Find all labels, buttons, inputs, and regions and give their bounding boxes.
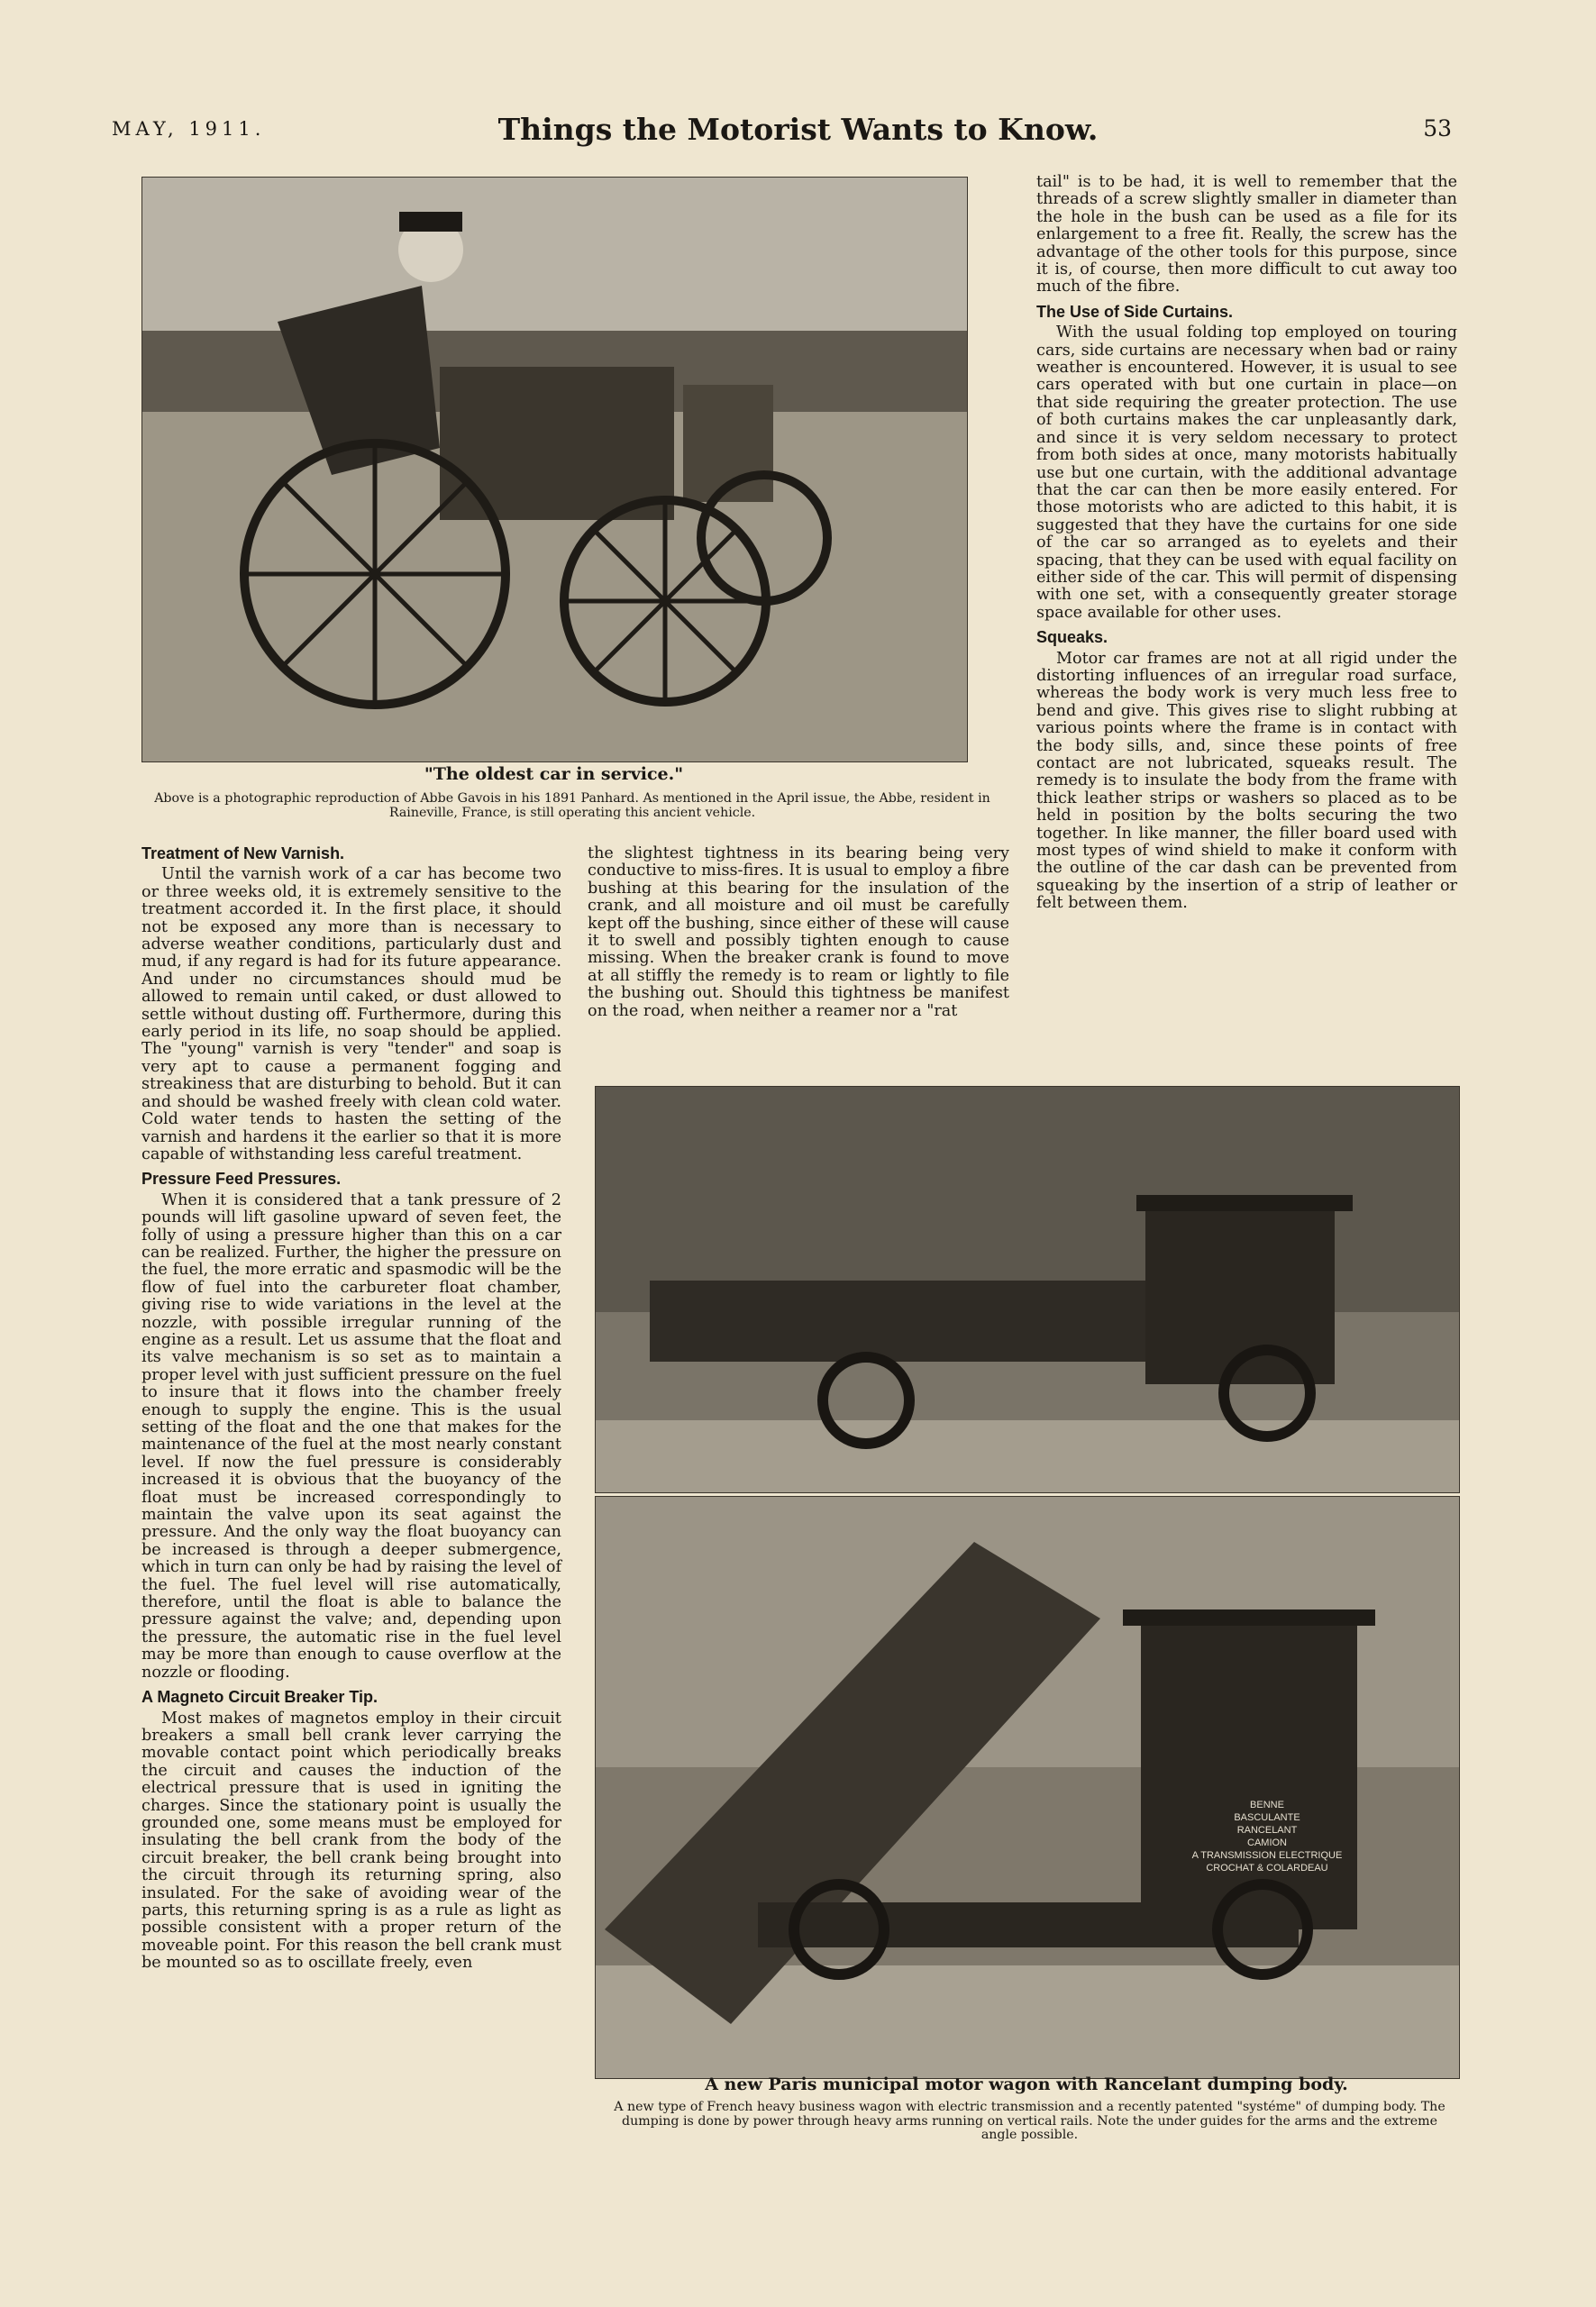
varnish-text: Until the varnish work of a car has become two or three weeks old, it is extremely sensitive to the treatment accorded it. In the first place, it should not be exposed any more than is necessary to adverse weather conditions, particularly dust and mud, if any regard is had for its future appearance. And under no circumstances should mud be allowed to remain until caked, or dust allowed to settle without dusting off. Furthermore, during this early period in its life, no soap should be applied. The "young" varnish is very "tender" and soap is very apt to cause a permanent fogging and streakiness that are disturbing to behold. But it can and should be washed freely with clean cold water. Cold water tends to hasten the setting of the varnish and hardens it the earlier so that it is more capable of withstanding less careful treatment. [141, 865, 561, 1163]
sign-line: A TRANSMISSION ELECTRIQUE [1191, 1850, 1343, 1861]
issue-date: MAY, 1911. [112, 118, 266, 140]
column-3 [1036, 174, 1457, 913]
figure2-caption: A new type of French heavy business wagon with electric transmission and a recently patented "systéme" of dumping body. The dumping is done by power through heavy arms running on vertical rails. Note the under guides for the arms and the extreme angle possible. [614, 2100, 1446, 2142]
page-title: Things the Motorist Wants to Know. [497, 112, 1099, 147]
figure1-caption: Above is a photographic reproduction of Abbe Gavois in his 1891 Panhard. As mentioned in the April issue, the Abbe, resident in Raineville, France, is still operating this ancient vehicle. [154, 791, 990, 820]
sign-line: BENNE [1250, 1800, 1284, 1810]
curtains-text: With the usual folding top employed on touring cars, side curtains are necessary when bad or rainy weather is encountered. However, it is usual to see cars operated with but one curtain in place—on that side requiring the greater protection. The use of both curtains makes the car unpleasantly dark, and since it is very seldom necessary to protect from both sides at once, many motorists habitually use but one curtain, with the additional advantage that the car can then be more easily entered. For those motorists who are adicted to this habit, it is suggested that they have the curtains for one side of the car so arranged as to eyelets and their spacing, that they can be used with equal facility on either side of the car. This will permit of dispensing with one set, with a consequently greater storage space available for other uses. [1036, 324, 1457, 622]
column-2-text: the slightest tightness in its bearing being very conductive to miss-fires. It is usual to employ a fibre bushing at this bearing for the insulation of the crank, and all moisture and oil must be carefully kept off the bushing, since either of these will cause it to swell and possibly tighten enough to cause missing. When the breaker crank is found to move at all stiffly the remedy is to ream or lightly to file the bushing out. Should this tightness be manifest on the road, when neither a reamer nor a "rat [588, 844, 1009, 1020]
figure1-title: "The oldest car in service." [424, 764, 684, 784]
sign-line: CAMION [1247, 1837, 1287, 1848]
wagon-photo-top [595, 1086, 1460, 1493]
pressure-text: When it is considered that a tank pressure of 2 pounds will lift gasoline upward of seven feet, the folly of using a pressure higher than this on a car can be realized. Further, the higher the pressure on the fuel, the more erratic and spasmodic will be the flow of fuel into the carbureter float chamber, giving rise to wide variations in the level at the nozzle, with possible irregular running of the engine as a result. Let us assume that the float and its valve mechanism is so set as to maintain a proper level with just sufficient pressure on the fuel to insure that it flows into the chamber freely enough to supply the engine. This is the usual setting of the float and the one that makes for the maintenance of the fuel at the most nearly constant level. If now the fuel pressure is considerably increased it is obvious that the buoyancy of the float must be increased correspondingly to maintain the valve upon its seat against the pressure. And the only way the float buoyancy can be increased is through a deeper submergence, which in turn can only be had by raising the level of the fuel. The fuel level will rise automatically, therefore, until the float is able to balance the pressure against the valve; and, depending upon the pressure, the automatic rise in the fuel level may be more than enough to cause overflow at the nozzle or flooding. [141, 1190, 561, 1682]
wagon-photo-bottom [595, 1496, 1460, 2079]
column-1 [141, 845, 561, 1973]
pressure-heading: Pressure Feed Pressures. [141, 1170, 342, 1189]
sign-line: RANCELANT [1236, 1825, 1298, 1836]
varnish-heading: Treatment of New Varnish. [141, 844, 345, 862]
column-2 [588, 845, 1009, 1020]
magneto-heading: A Magneto Circuit Breaker Tip. [141, 1688, 378, 1707]
magneto-text: Most makes of magnetos employ in their circuit breakers a small bell crank lever carrying the movable contact point which periodically breaks the circuit and causes the induction of the electrical pressure that is used in igniting the charges. Since the stationary point is usually the grounded one, some means must be employed for insulating the bell crank from the body of the circuit breaker, the bell crank being brought into the circuit through its returning spring, also insulated. For the sake of avoiding wear of the parts, this returning spring is as a rule as light as possible consistent with a proper return of the moveable point. For this reason the bell crank must be mounted so as to oscillate freely, even [141, 1709, 561, 1973]
oldest-car-photo [141, 177, 968, 762]
page-number: 53 [1423, 115, 1452, 141]
sign-line: CROCHAT & COLARDEAU [1206, 1863, 1328, 1874]
curtains-heading: The Use of Side Curtains. [1036, 302, 1234, 321]
wagon-side-sign [1186, 1799, 1348, 1874]
sign-line: BASCULANTE [1234, 1812, 1300, 1823]
squeaks-heading: Squeaks. [1036, 628, 1108, 647]
squeaks-text: Motor car frames are not at all rigid under the distorting influences of an irregular road surface, whereas the body work is very much less free to bend and give. This gives rise to slight rubbing at various points where the frame is in contact with the body sills, and, since these points of free contact are not lubricated, squeaks result. The remedy is to insulate the body from the frame with thick leather strips or washers so placed as to be held in position by the bolts securing the two together. In like manner, the filler board used with most types of wind shield to make it conform with the outline of the car dash can be prevented from squeaking by the insertion of a strip of leather or felt between them. [1036, 649, 1457, 913]
rattail-continued-text: tail" is to be had, it is well to remember that the threads of a screw slightly smaller in diameter than the hole in the bush can be used as a file for its enlargement to a free fit. Really, the screw has the advantage of the other tools for this purpose, since it is, of course, then more difficult to cut away too much of the fibre. [1036, 173, 1457, 296]
figure2-title: A new Paris municipal motor wagon with Rancelant dumping body. [705, 2074, 1348, 2094]
